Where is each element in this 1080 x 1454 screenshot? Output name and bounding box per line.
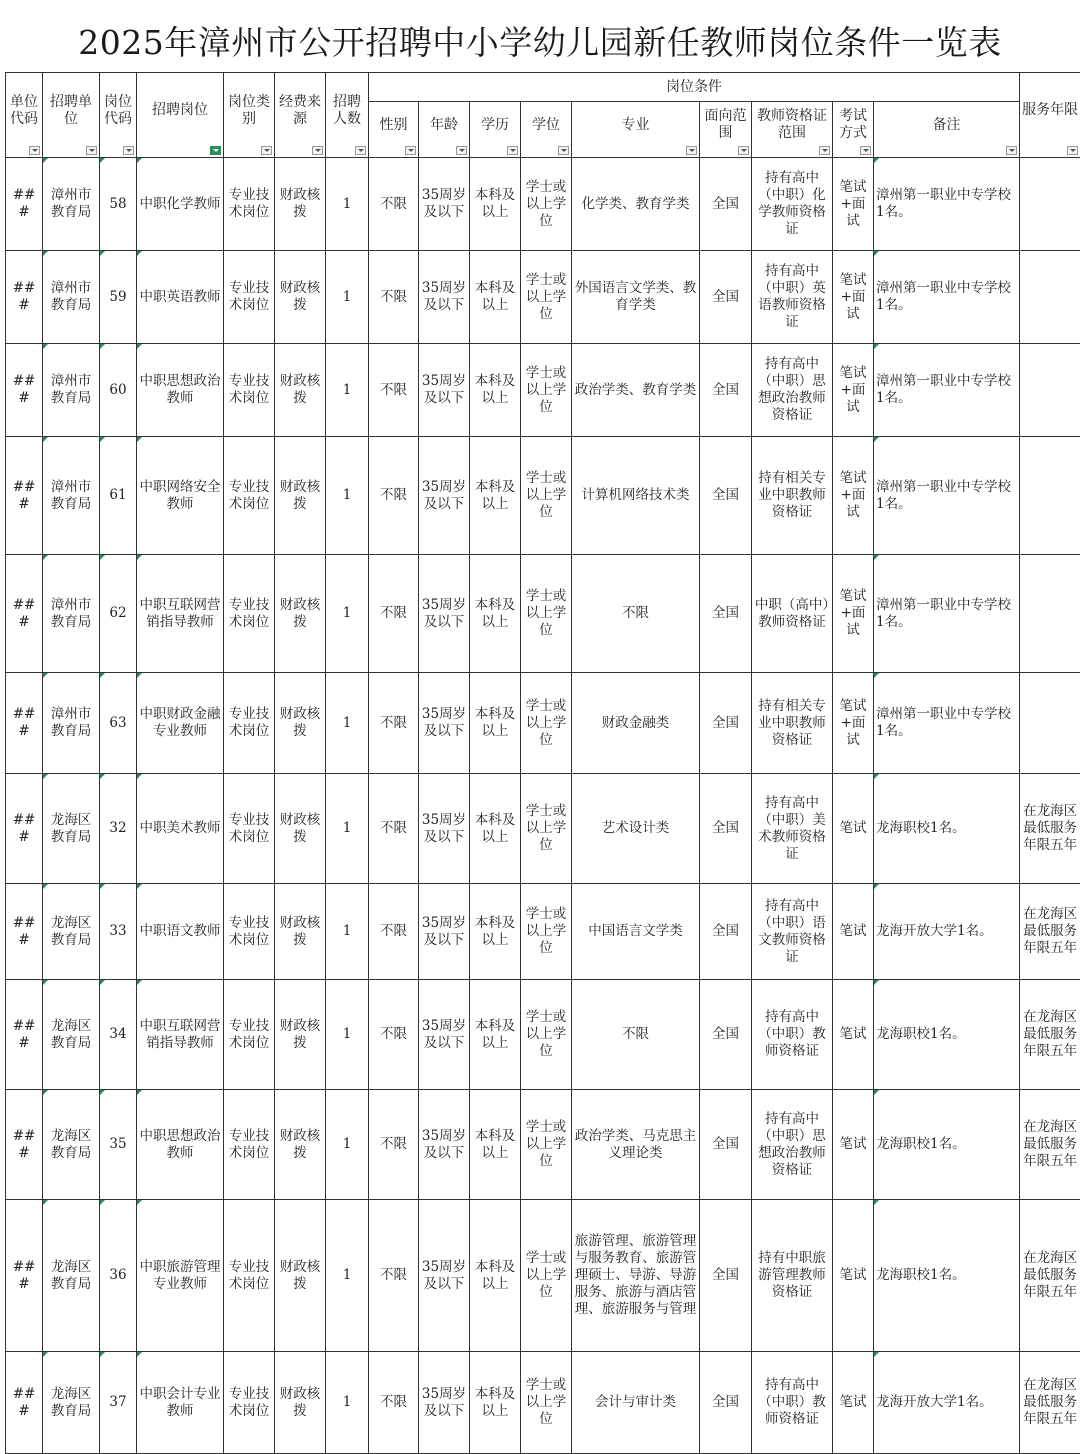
cell-unit[interactable]: 龙海区教育局 (43, 1200, 100, 1352)
cell-degree[interactable]: 学士或以上学位 (521, 673, 572, 774)
cell-scope[interactable]: 全国 (700, 344, 752, 437)
cell-post-type[interactable]: 专业技术岗位 (224, 1090, 275, 1200)
cell-post[interactable]: 中职旅游管理专业教师 (137, 1200, 224, 1352)
cell-gender[interactable]: 不限 (369, 1352, 419, 1454)
cell-funding[interactable]: 财政核拨 (275, 251, 326, 344)
cell-service[interactable] (1020, 555, 1080, 673)
cell-count[interactable]: 1 (326, 555, 369, 673)
cell-age[interactable]: 35周岁及以下 (419, 1200, 470, 1352)
cell-post-code[interactable]: 36 (100, 1200, 137, 1352)
cell-unit[interactable]: 漳州市教育局 (43, 251, 100, 344)
header-post-code[interactable]: 岗位代码 (100, 73, 137, 158)
cell-funding[interactable]: 财政核拨 (275, 774, 326, 884)
filter-dropdown-icon[interactable] (29, 146, 40, 155)
cell-count[interactable]: 1 (326, 774, 369, 884)
cell-major[interactable]: 政治学类、马克思主义理论类 (572, 1090, 700, 1200)
cell-post-code[interactable]: 63 (100, 673, 137, 774)
cell-gender[interactable]: 不限 (369, 673, 419, 774)
cell-cert[interactable]: 持有高中（中职）英语教师资格证 (752, 251, 833, 344)
cell-post-type[interactable]: 专业技术岗位 (224, 1352, 275, 1454)
cell-gender[interactable]: 不限 (369, 774, 419, 884)
cell-cert[interactable]: 持有高中（中职）教师资格证 (752, 1352, 833, 1454)
cell-education[interactable]: 本科及以上 (470, 1090, 521, 1200)
cell-age[interactable]: 35周岁及以下 (419, 1090, 470, 1200)
header-conditions: 岗位条件 (369, 73, 1020, 102)
cell-service[interactable] (1020, 673, 1080, 774)
cell-cert[interactable]: 持有中职旅游管理教师资格证 (752, 1200, 833, 1352)
cell-count[interactable]: 1 (326, 884, 369, 980)
cell-gender[interactable]: 不限 (369, 1200, 419, 1352)
cell-education[interactable]: 本科及以上 (470, 673, 521, 774)
cell-unit-code[interactable]: ### (6, 1352, 43, 1454)
cell-count[interactable]: 1 (326, 1200, 369, 1352)
cell-education[interactable]: 本科及以上 (470, 437, 521, 555)
cell-cert[interactable]: 持有高中（中职）教师资格证 (752, 980, 833, 1090)
cell-age[interactable]: 35周岁及以下 (419, 437, 470, 555)
cell-unit[interactable]: 龙海区教育局 (43, 1090, 100, 1200)
filter-dropdown-icon[interactable] (819, 146, 830, 155)
cell-post[interactable]: 中职化学教师 (137, 158, 224, 251)
filter-dropdown-icon[interactable] (860, 146, 871, 155)
cell-notes[interactable]: 漳州第一职业中专学校1名。 (874, 555, 1020, 673)
cell-degree[interactable]: 学士或以上学位 (521, 1200, 572, 1352)
table-row (6, 774, 1080, 884)
filter-dropdown-icon[interactable] (405, 146, 416, 155)
cell-degree[interactable]: 学士或以上学位 (521, 774, 572, 884)
cell-service[interactable] (1020, 251, 1080, 344)
cell-degree[interactable]: 学士或以上学位 (521, 1090, 572, 1200)
cell-cert[interactable]: 持有相关专业中职教师资格证 (752, 673, 833, 774)
cell-unit-code[interactable]: ### (6, 344, 43, 437)
cell-scope[interactable]: 全国 (700, 673, 752, 774)
header-service[interactable]: 服务年限 (1020, 73, 1080, 158)
cell-funding[interactable]: 财政核拨 (275, 158, 326, 251)
filter-dropdown-icon[interactable] (312, 146, 323, 155)
table-row (6, 437, 1080, 555)
cell-count[interactable]: 1 (326, 251, 369, 344)
cell-education[interactable]: 本科及以上 (470, 344, 521, 437)
cell-major[interactable]: 财政金融类 (572, 673, 700, 774)
cell-post[interactable]: 中职网络安全教师 (137, 437, 224, 555)
cell-notes[interactable]: 龙海开放大学1名。 (874, 884, 1020, 980)
cell-funding[interactable]: 财政核拨 (275, 344, 326, 437)
cell-post-code[interactable]: 32 (100, 774, 137, 884)
cell-service[interactable]: 在龙海区最低服务年限五年 (1020, 980, 1080, 1090)
cell-service[interactable] (1020, 344, 1080, 437)
filter-dropdown-icon[interactable] (1067, 146, 1078, 155)
cell-service[interactable] (1020, 437, 1080, 555)
filter-dropdown-icon[interactable] (123, 146, 134, 155)
cell-post-code[interactable]: 61 (100, 437, 137, 555)
table-row (6, 1090, 1080, 1200)
header-unit[interactable]: 招聘单位 (43, 73, 100, 158)
cell-scope[interactable]: 全国 (700, 774, 752, 884)
cell-major[interactable]: 外国语言文学类、教育学类 (572, 251, 700, 344)
cell-post-code[interactable]: 60 (100, 344, 137, 437)
cell-funding[interactable]: 财政核拨 (275, 437, 326, 555)
cell-scope[interactable]: 全国 (700, 251, 752, 344)
cell-education[interactable]: 本科及以上 (470, 1200, 521, 1352)
cell-exam[interactable]: 笔试 (833, 980, 874, 1090)
header-notes[interactable]: 备注 (874, 102, 1020, 158)
cell-count[interactable]: 1 (326, 344, 369, 437)
cell-unit-code[interactable]: ### (6, 437, 43, 555)
cell-post-code[interactable]: 62 (100, 555, 137, 673)
cell-education[interactable]: 本科及以上 (470, 158, 521, 251)
cell-scope[interactable]: 全国 (700, 980, 752, 1090)
cell-count[interactable]: 1 (326, 1352, 369, 1454)
cell-gender[interactable]: 不限 (369, 555, 419, 673)
cell-cert[interactable]: 中职（高中）教师资格证 (752, 555, 833, 673)
table-row (6, 1352, 1080, 1454)
cell-post-type[interactable]: 专业技术岗位 (224, 251, 275, 344)
cell-gender[interactable]: 不限 (369, 1090, 419, 1200)
cell-post-type[interactable]: 专业技术岗位 (224, 884, 275, 980)
cell-notes[interactable]: 龙海开放大学1名。 (874, 1352, 1020, 1454)
cell-notes[interactable]: 龙海职校1名。 (874, 1090, 1020, 1200)
cell-count[interactable]: 1 (326, 673, 369, 774)
cell-exam[interactable]: 笔试+面试 (833, 158, 874, 251)
cell-degree[interactable]: 学士或以上学位 (521, 884, 572, 980)
cell-unit-code[interactable]: ### (6, 1200, 43, 1352)
cell-unit-code[interactable]: ### (6, 1090, 43, 1200)
cell-unit[interactable]: 漳州市教育局 (43, 673, 100, 774)
header-cert[interactable]: 教师资格证范围 (752, 102, 833, 158)
filter-dropdown-icon[interactable] (1006, 146, 1017, 155)
cell-gender[interactable]: 不限 (369, 344, 419, 437)
table-row (6, 344, 1080, 437)
header-post-type[interactable]: 岗位类别 (224, 73, 275, 158)
cell-age[interactable]: 35周岁及以下 (419, 1352, 470, 1454)
cell-notes[interactable]: 龙海职校1名。 (874, 1200, 1020, 1352)
cell-post[interactable]: 中职英语教师 (137, 251, 224, 344)
recruitment-table (5, 72, 1080, 1454)
cell-unit-code[interactable]: ### (6, 673, 43, 774)
cell-exam[interactable]: 笔试 (833, 1090, 874, 1200)
cell-post-code[interactable]: 34 (100, 980, 137, 1090)
cell-funding[interactable]: 财政核拨 (275, 555, 326, 673)
cell-education[interactable]: 本科及以上 (470, 555, 521, 673)
filter-dropdown-icon[interactable] (558, 146, 569, 155)
cell-scope[interactable]: 全国 (700, 1090, 752, 1200)
cell-post[interactable]: 中职美术教师 (137, 774, 224, 884)
table-row (6, 884, 1080, 980)
cell-unit[interactable]: 漳州市教育局 (43, 555, 100, 673)
cell-notes[interactable]: 漳州第一职业中专学校1名。 (874, 344, 1020, 437)
cell-scope[interactable]: 全国 (700, 884, 752, 980)
cell-service[interactable]: 在龙海区最低服务年限五年 (1020, 1352, 1080, 1454)
cell-notes[interactable]: 龙海职校1名。 (874, 774, 1020, 884)
cell-scope[interactable]: 全国 (700, 1200, 752, 1352)
cell-funding[interactable]: 财政核拨 (275, 1090, 326, 1200)
cell-major[interactable]: 中国语言文学类 (572, 884, 700, 980)
filter-dropdown-icon[interactable] (507, 146, 518, 155)
cell-post-type[interactable]: 专业技术岗位 (224, 437, 275, 555)
cell-age[interactable]: 35周岁及以下 (419, 344, 470, 437)
cell-count[interactable]: 1 (326, 158, 369, 251)
cell-service[interactable]: 在龙海区最低服务年限五年 (1020, 774, 1080, 884)
cell-degree[interactable]: 学士或以上学位 (521, 555, 572, 673)
cell-post-type[interactable]: 专业技术岗位 (224, 774, 275, 884)
cell-funding[interactable]: 财政核拨 (275, 1200, 326, 1352)
cell-exam[interactable]: 笔试 (833, 774, 874, 884)
cell-post[interactable]: 中职财政金融专业教师 (137, 673, 224, 774)
cell-unit-code[interactable]: ### (6, 251, 43, 344)
filter-dropdown-icon[interactable] (86, 146, 97, 155)
cell-age[interactable]: 35周岁及以下 (419, 251, 470, 344)
cell-post-code[interactable]: 33 (100, 884, 137, 980)
cell-notes[interactable]: 漳州第一职业中专学校1名。 (874, 437, 1020, 555)
cell-gender[interactable]: 不限 (369, 251, 419, 344)
cell-exam[interactable]: 笔试+面试 (833, 673, 874, 774)
cell-education[interactable]: 本科及以上 (470, 980, 521, 1090)
cell-post[interactable]: 中职语文教师 (137, 884, 224, 980)
cell-post-code[interactable]: 59 (100, 251, 137, 344)
cell-service[interactable] (1020, 158, 1080, 251)
filter-dropdown-icon[interactable] (686, 146, 697, 155)
cell-degree[interactable]: 学士或以上学位 (521, 251, 572, 344)
cell-unit[interactable]: 龙海区教育局 (43, 980, 100, 1090)
filter-dropdown-icon[interactable] (456, 146, 467, 155)
header-age[interactable]: 年龄 (419, 102, 470, 158)
cell-exam[interactable]: 笔试 (833, 1352, 874, 1454)
cell-major[interactable]: 政治学类、教育学类 (572, 344, 700, 437)
cell-unit[interactable]: 漳州市教育局 (43, 437, 100, 555)
cell-post-code[interactable]: 58 (100, 158, 137, 251)
cell-post-code[interactable]: 37 (100, 1352, 137, 1454)
cell-post[interactable]: 中职互联网营销指导教师 (137, 555, 224, 673)
cell-post-code[interactable]: 35 (100, 1090, 137, 1200)
table-row (6, 555, 1080, 673)
cell-education[interactable]: 本科及以上 (470, 251, 521, 344)
cell-age[interactable]: 35周岁及以下 (419, 980, 470, 1090)
cell-age[interactable]: 35周岁及以下 (419, 673, 470, 774)
cell-major[interactable]: 计算机网络技术类 (572, 437, 700, 555)
cell-exam[interactable]: 笔试+面试 (833, 251, 874, 344)
cell-degree[interactable]: 学士或以上学位 (521, 980, 572, 1090)
cell-service[interactable]: 在龙海区最低服务年限五年 (1020, 1200, 1080, 1352)
cell-count[interactable]: 1 (326, 980, 369, 1090)
cell-major[interactable]: 会计与审计类 (572, 1352, 700, 1454)
cell-major[interactable]: 旅游管理、旅游管理与服务教育、旅游管理硕士、导游、导游服务、旅游与酒店管理、旅游服务与管理 (572, 1200, 700, 1352)
cell-degree[interactable]: 学士或以上学位 (521, 437, 572, 555)
cell-unit[interactable]: 龙海区教育局 (43, 884, 100, 980)
cell-post[interactable]: 中职互联网营销指导教师 (137, 980, 224, 1090)
cell-gender[interactable]: 不限 (369, 884, 419, 980)
filter-dropdown-icon[interactable] (355, 146, 366, 155)
header-exam[interactable]: 考试方式 (833, 102, 874, 158)
cell-unit-code[interactable]: ### (6, 980, 43, 1090)
cell-unit-code[interactable]: ### (6, 884, 43, 980)
cell-cert[interactable]: 持有相关专业中职教师资格证 (752, 437, 833, 555)
cell-exam[interactable]: 笔试+面试 (833, 437, 874, 555)
header-unit-code[interactable]: 单位代码 (6, 73, 43, 158)
cell-post[interactable]: 中职思想政治教师 (137, 1090, 224, 1200)
cell-unit[interactable]: 漳州市教育局 (43, 344, 100, 437)
cell-major[interactable]: 艺术设计类 (572, 774, 700, 884)
table-row (6, 158, 1080, 251)
cell-degree[interactable]: 学士或以上学位 (521, 1352, 572, 1454)
header-gender[interactable]: 性别 (369, 102, 419, 158)
cell-scope[interactable]: 全国 (700, 437, 752, 555)
cell-funding[interactable]: 财政核拨 (275, 1352, 326, 1454)
cell-funding[interactable]: 财政核拨 (275, 884, 326, 980)
cell-major[interactable]: 化学类、教育学类 (572, 158, 700, 251)
cell-scope[interactable]: 全国 (700, 158, 752, 251)
cell-unit-code[interactable]: ### (6, 158, 43, 251)
table-row (6, 673, 1080, 774)
cell-unit[interactable]: 龙海区教育局 (43, 774, 100, 884)
header-funding[interactable]: 经费来源 (275, 73, 326, 158)
cell-notes[interactable]: 龙海职校1名。 (874, 980, 1020, 1090)
cell-gender[interactable]: 不限 (369, 158, 419, 251)
cell-service[interactable]: 在龙海区最低服务年限五年 (1020, 884, 1080, 980)
filter-dropdown-icon[interactable] (261, 146, 272, 155)
cell-cert[interactable]: 持有高中（中职）思想政治教师资格证 (752, 344, 833, 437)
cell-post-type[interactable]: 专业技术岗位 (224, 555, 275, 673)
cell-age[interactable]: 35周岁及以下 (419, 555, 470, 673)
cell-notes[interactable]: 漳州第一职业中专学校1名。 (874, 673, 1020, 774)
cell-age[interactable]: 35周岁及以下 (419, 884, 470, 980)
cell-major[interactable]: 不限 (572, 555, 700, 673)
cell-funding[interactable]: 财政核拨 (275, 673, 326, 774)
cell-age[interactable]: 35周岁及以下 (419, 774, 470, 884)
cell-major[interactable]: 不限 (572, 980, 700, 1090)
cell-unit[interactable]: 龙海区教育局 (43, 1352, 100, 1454)
cell-scope[interactable]: 全国 (700, 555, 752, 673)
header-education[interactable]: 学历 (470, 102, 521, 158)
cell-exam[interactable]: 笔试+面试 (833, 344, 874, 437)
filter-active-icon[interactable] (210, 146, 221, 155)
cell-unit-code[interactable]: ### (6, 774, 43, 884)
cell-gender[interactable]: 不限 (369, 437, 419, 555)
cell-post-type[interactable]: 专业技术岗位 (224, 1200, 275, 1352)
cell-post-type[interactable]: 专业技术岗位 (224, 673, 275, 774)
filter-dropdown-icon[interactable] (738, 146, 749, 155)
cell-funding[interactable]: 财政核拨 (275, 980, 326, 1090)
header-post[interactable]: 招聘岗位 (137, 73, 224, 158)
cell-post[interactable]: 中职思想政治教师 (137, 344, 224, 437)
cell-notes[interactable]: 漳州第一职业中专学校1名。 (874, 251, 1020, 344)
cell-cert[interactable]: 持有高中（中职）语文教师资格证 (752, 884, 833, 980)
cell-education[interactable]: 本科及以上 (470, 774, 521, 884)
cell-education[interactable]: 本科及以上 (470, 1352, 521, 1454)
cell-scope[interactable]: 全国 (700, 1352, 752, 1454)
cell-count[interactable]: 1 (326, 437, 369, 555)
cell-post-type[interactable]: 专业技术岗位 (224, 344, 275, 437)
cell-notes[interactable]: 漳州第一职业中专学校1名。 (874, 158, 1020, 251)
cell-post-type[interactable]: 专业技术岗位 (224, 980, 275, 1090)
cell-unit[interactable]: 漳州市教育局 (43, 158, 100, 251)
header-major[interactable]: 专业 (572, 102, 700, 158)
cell-post-type[interactable]: 专业技术岗位 (224, 158, 275, 251)
cell-cert[interactable]: 持有高中（中职）化学教师资格证 (752, 158, 833, 251)
table-row (6, 1200, 1080, 1352)
cell-education[interactable]: 本科及以上 (470, 884, 521, 980)
cell-service[interactable]: 在龙海区最低服务年限五年 (1020, 1090, 1080, 1200)
cell-cert[interactable]: 持有高中（中职）思想政治教师资格证 (752, 1090, 833, 1200)
header-count[interactable]: 招聘人数 (326, 73, 369, 158)
cell-gender[interactable]: 不限 (369, 980, 419, 1090)
cell-post[interactable]: 中职会计专业教师 (137, 1352, 224, 1454)
page-title: 2025年漳州市公开招聘中小学幼儿园新任教师岗位条件一览表 (0, 0, 1080, 72)
cell-exam[interactable]: 笔试+面试 (833, 555, 874, 673)
table-row (6, 251, 1080, 344)
cell-exam[interactable]: 笔试 (833, 1200, 874, 1352)
cell-exam[interactable]: 笔试 (833, 884, 874, 980)
table-row (6, 980, 1080, 1090)
cell-count[interactable]: 1 (326, 1090, 369, 1200)
cell-cert[interactable]: 持有高中（中职）美术教师资格证 (752, 774, 833, 884)
header-degree[interactable]: 学位 (521, 102, 572, 158)
cell-age[interactable]: 35周岁及以下 (419, 158, 470, 251)
header-scope[interactable]: 面向范围 (700, 102, 752, 158)
cell-degree[interactable]: 学士或以上学位 (521, 344, 572, 437)
cell-degree[interactable]: 学士或以上学位 (521, 158, 572, 251)
cell-unit-code[interactable]: ### (6, 555, 43, 673)
